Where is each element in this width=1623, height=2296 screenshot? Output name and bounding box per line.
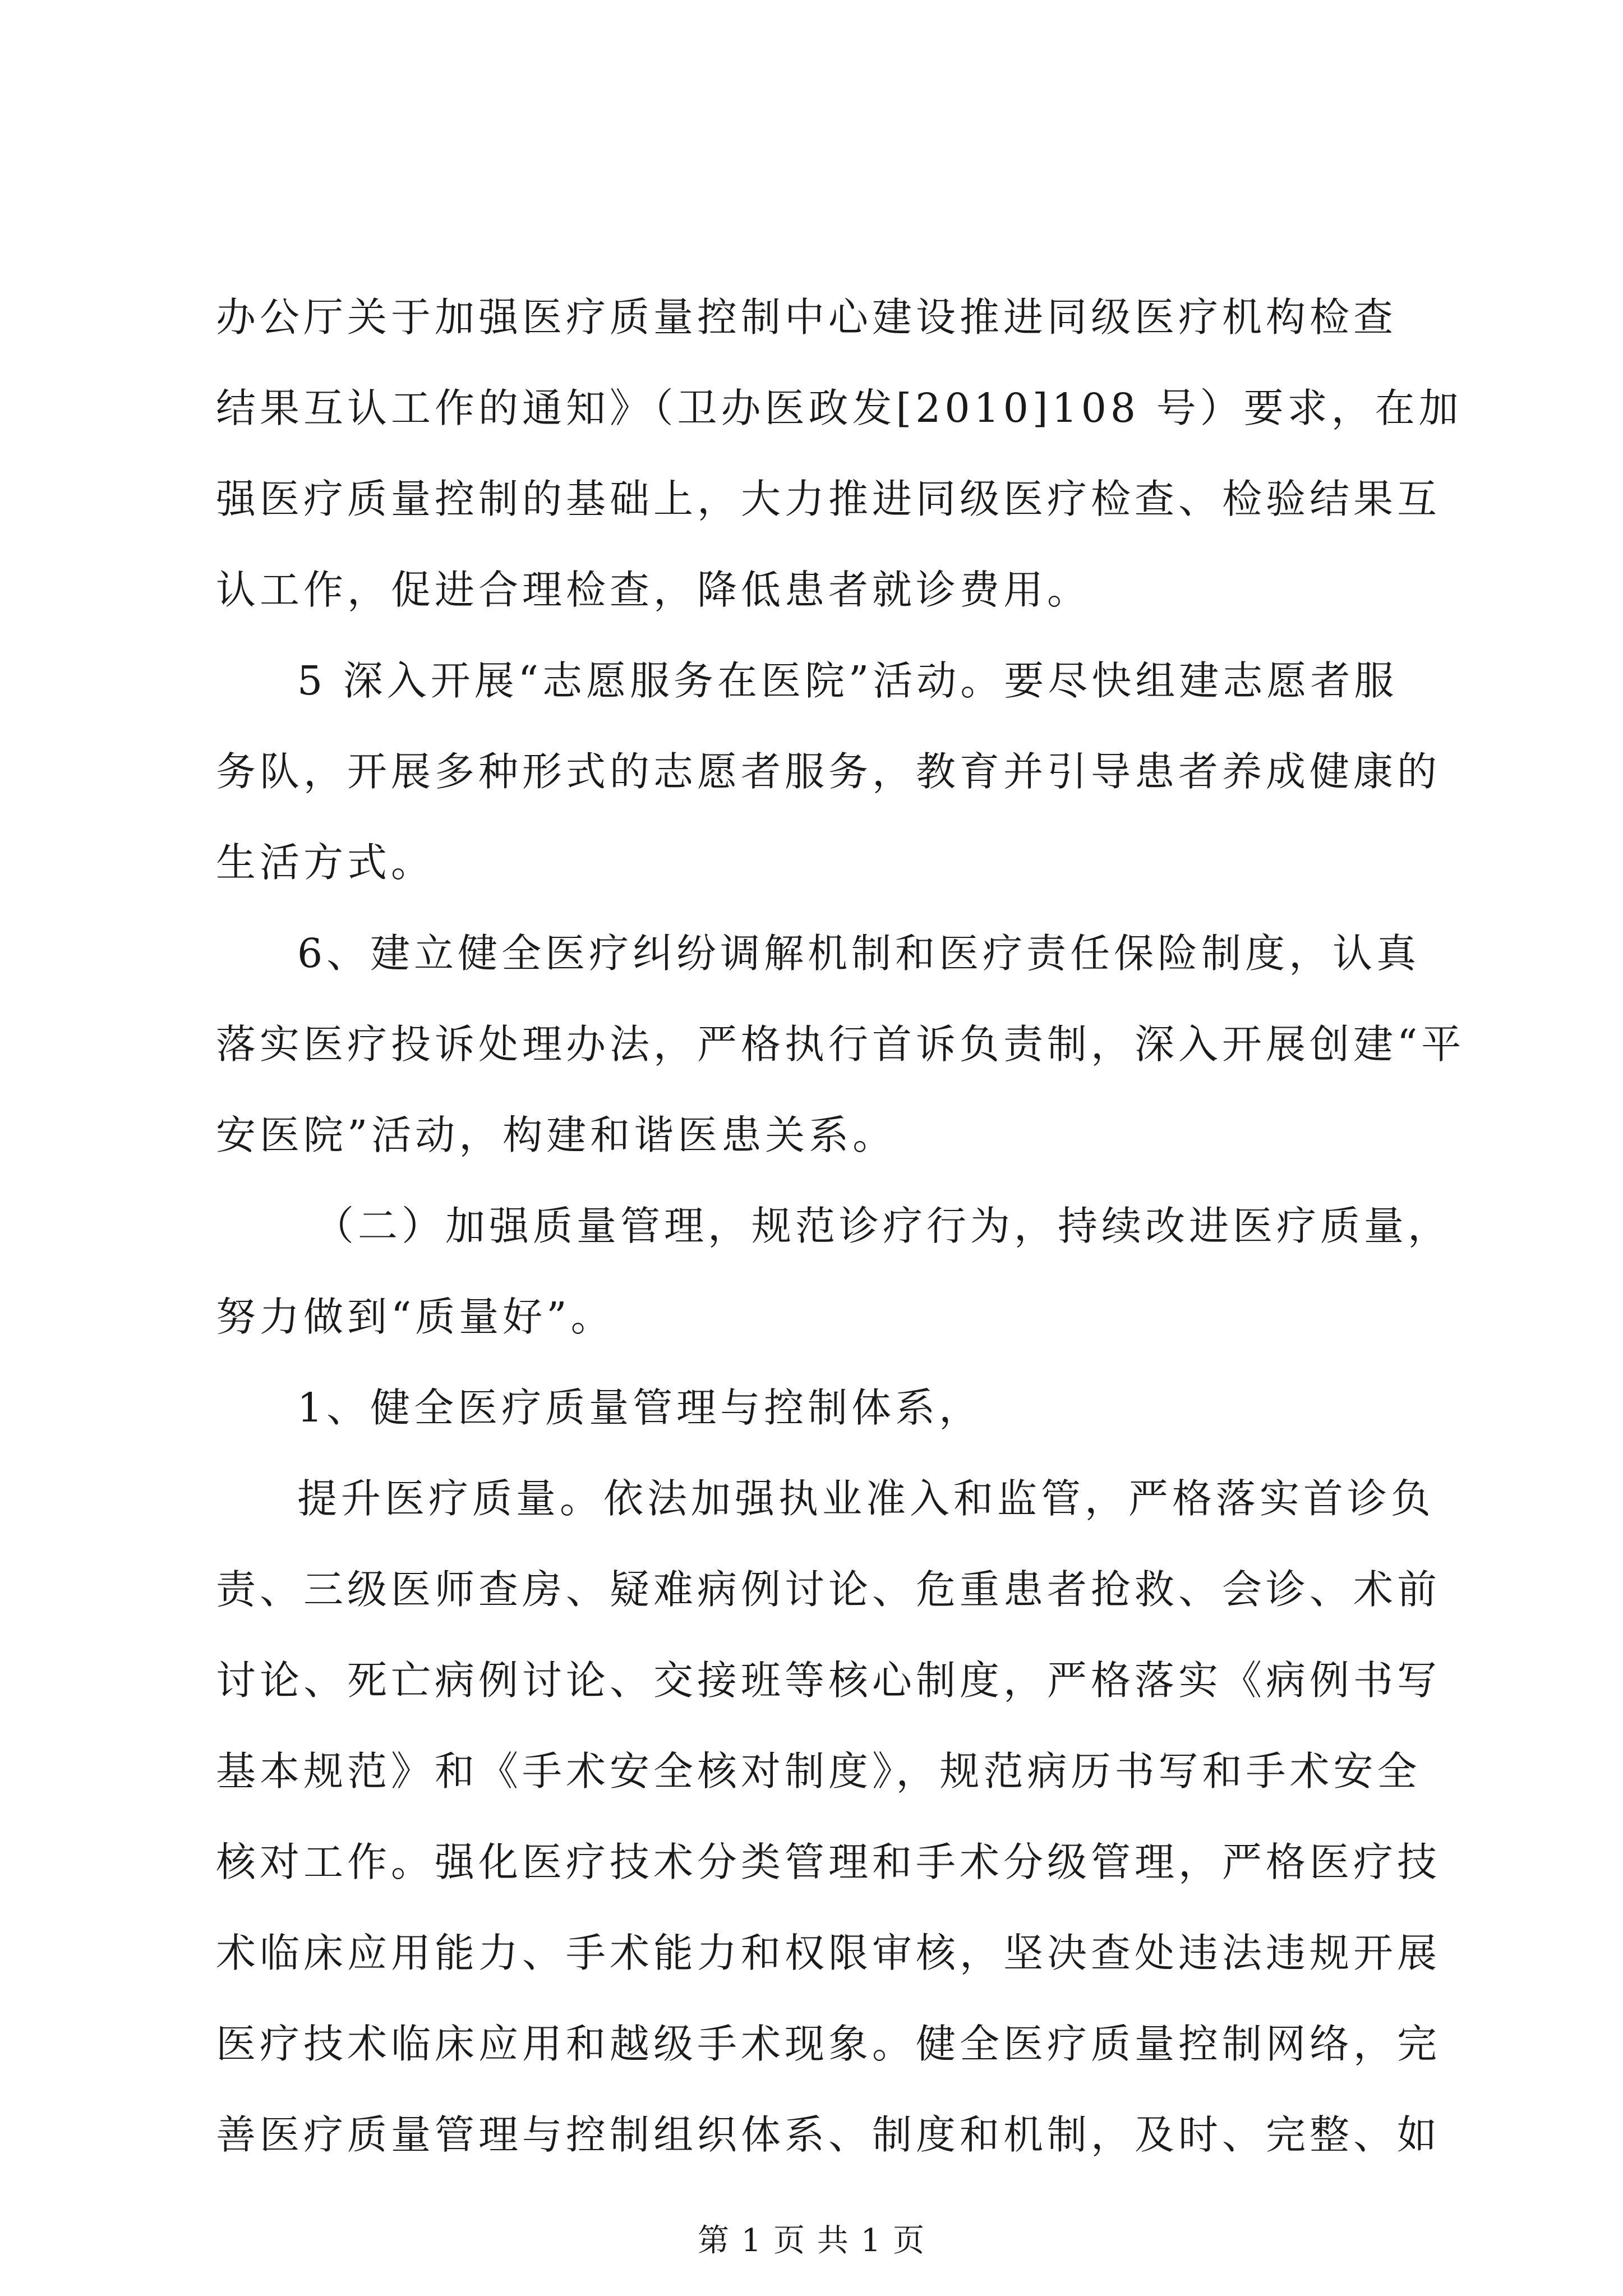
text-line: 认工作，促进合理检查，降低患者就诊费用。 xyxy=(216,567,1091,613)
text-line: 核对工作。强化医疗技术分类管理和手术分级管理，严格医疗技 xyxy=(216,1839,1441,1885)
text-line: 强医疗质量控制的基础上，大力推进同级医疗检查、检验结果互 xyxy=(216,476,1441,522)
paragraph-first-line: 5 深入开展“志愿服务在医院”活动。要尽快组建志愿者服 xyxy=(297,657,1398,704)
text-line: 务队，开展多种形式的志愿者服务，教育并引导患者养成健康的 xyxy=(216,748,1441,795)
paragraph-first-line: 1、健全医疗质量管理与控制体系， xyxy=(297,1384,983,1431)
paragraph-first-line: 6、建立健全医疗纠纷调解机制和医疗责任保险制度，认真 xyxy=(297,930,1421,977)
text-line: 善医疗质量管理与控制组织体系、制度和机制，及时、完整、如 xyxy=(216,2111,1441,2158)
section-heading: （二）加强质量管理，规范诊疗行为，持续改进医疗质量， xyxy=(314,1203,1452,1249)
paragraph-first-line: 提升医疗质量。依法加强执业准入和监管，严格落实首诊负 xyxy=(297,1475,1435,1522)
text-line: 努力做到“质量好”。 xyxy=(216,1294,615,1340)
page-footer: 第 1 页 共 1 页 xyxy=(697,2223,926,2259)
text-line: 生活方式。 xyxy=(216,839,435,886)
text-line: 术临床应用能力、手术能力和权限审核，坚决查处违法违规开展 xyxy=(216,1930,1441,1976)
text-line: 结果互认工作的通知》（卫办医政发[2010]108 号）要求，在加 xyxy=(216,385,1463,431)
text-line: 讨论、死亡病例讨论、交接班等核心制度，严格落实《病例书写 xyxy=(216,1657,1441,1704)
text-line: 基本规范》和《手术安全核对制度》，规范病历书写和手术安全 xyxy=(216,1748,1421,1795)
text-line: 医疗技术临床应用和越级手术现象。健全医疗质量控制网络，完 xyxy=(216,2021,1441,2067)
text-line: 安医院”活动，构建和谐医患关系。 xyxy=(216,1112,897,1158)
text-line: 责、三级医师查房、疑难病例讨论、危重患者抢救、会诊、术前 xyxy=(216,1566,1441,1613)
text-line: 落实医疗投诉处理办法，严格执行首诉负责制，深入开展创建“平 xyxy=(216,1021,1465,1068)
text-line: 办公厅关于加强医疗质量控制中心建设推进同级医疗机构检查 xyxy=(216,294,1398,341)
